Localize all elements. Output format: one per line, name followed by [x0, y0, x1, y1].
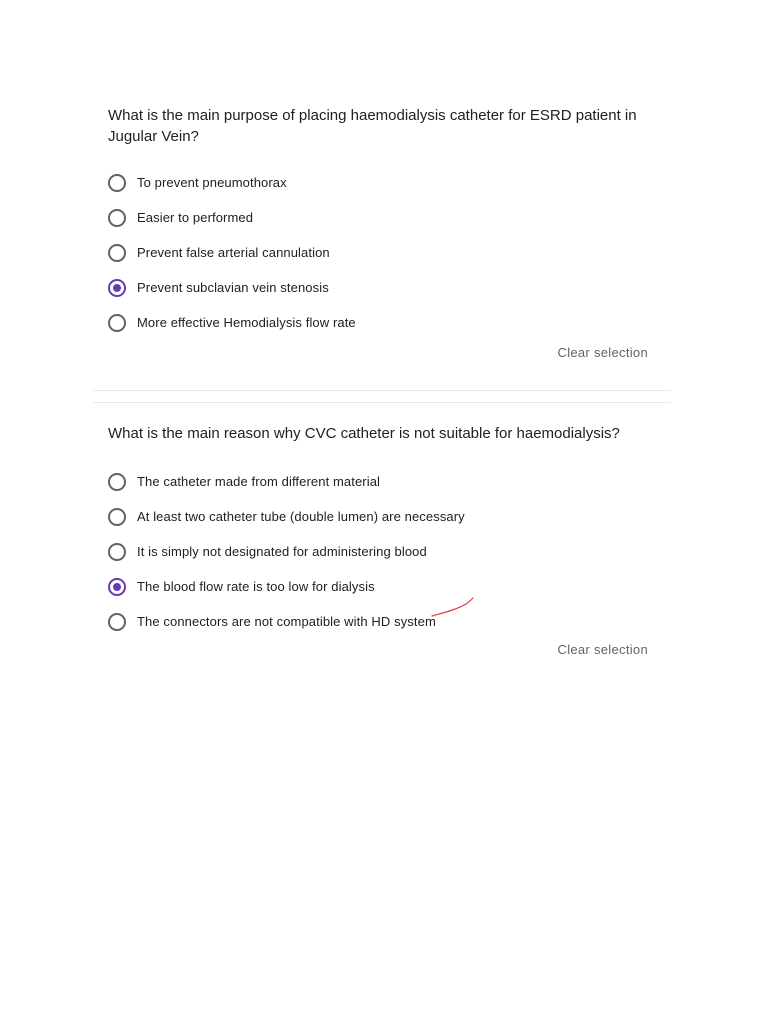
question-title: What is the main reason why CVC catheter is not suitable for haemodialysis?: [108, 425, 620, 442]
clear-selection-button[interactable]: Clear selection: [557, 642, 648, 657]
option-label: It is simply not designated for administering blood: [137, 544, 427, 559]
option-label: Easier to performed: [137, 210, 254, 225]
option-label: To prevent pneumothorax: [137, 175, 287, 190]
option-2[interactable]: [108, 200, 658, 235]
options-list: [108, 165, 658, 340]
option-5[interactable]: [108, 305, 658, 340]
question-title: What is the main purpose of placing haemodialysis catheter for ESRD patient in Jugular Vein?: [108, 107, 637, 145]
radio-button[interactable]: [108, 244, 126, 262]
option-5[interactable]: [108, 604, 658, 639]
option-3[interactable]: [108, 235, 658, 270]
radio-button[interactable]: [108, 543, 126, 561]
radio-button-selected[interactable]: [108, 578, 126, 596]
option-1[interactable]: [108, 165, 658, 200]
radio-button[interactable]: [108, 613, 126, 631]
clear-selection-button[interactable]: Clear selection: [557, 345, 648, 360]
question-2: [108, 423, 658, 657]
option-4[interactable]: [108, 569, 658, 604]
option-label: The connectors are not compatible with HD system: [137, 614, 436, 629]
radio-button[interactable]: [108, 314, 126, 332]
question-1: [108, 105, 658, 360]
option-label: More effective Hemodialysis flow rate: [137, 315, 356, 330]
option-label: The catheter made from different material: [137, 474, 381, 489]
divider: [93, 390, 671, 391]
option-label: At least two catheter tube (double lumen) are necessary: [137, 509, 465, 524]
option-label: Prevent false arterial cannulation: [137, 245, 330, 260]
option-2[interactable]: [108, 499, 658, 534]
option-4[interactable]: [108, 270, 658, 305]
divider: [93, 402, 671, 403]
radio-button[interactable]: [108, 473, 126, 491]
radio-button[interactable]: [108, 174, 126, 192]
option-label: The blood flow rate is too low for dialysis: [137, 579, 375, 594]
radio-button-selected[interactable]: [108, 279, 126, 297]
options-list: [108, 464, 658, 639]
radio-button[interactable]: [108, 209, 126, 227]
option-1[interactable]: [108, 464, 658, 499]
option-label: Prevent subclavian vein stenosis: [137, 280, 329, 295]
option-3[interactable]: [108, 534, 658, 569]
radio-button[interactable]: [108, 508, 126, 526]
red-check-mark-icon: [430, 596, 480, 626]
